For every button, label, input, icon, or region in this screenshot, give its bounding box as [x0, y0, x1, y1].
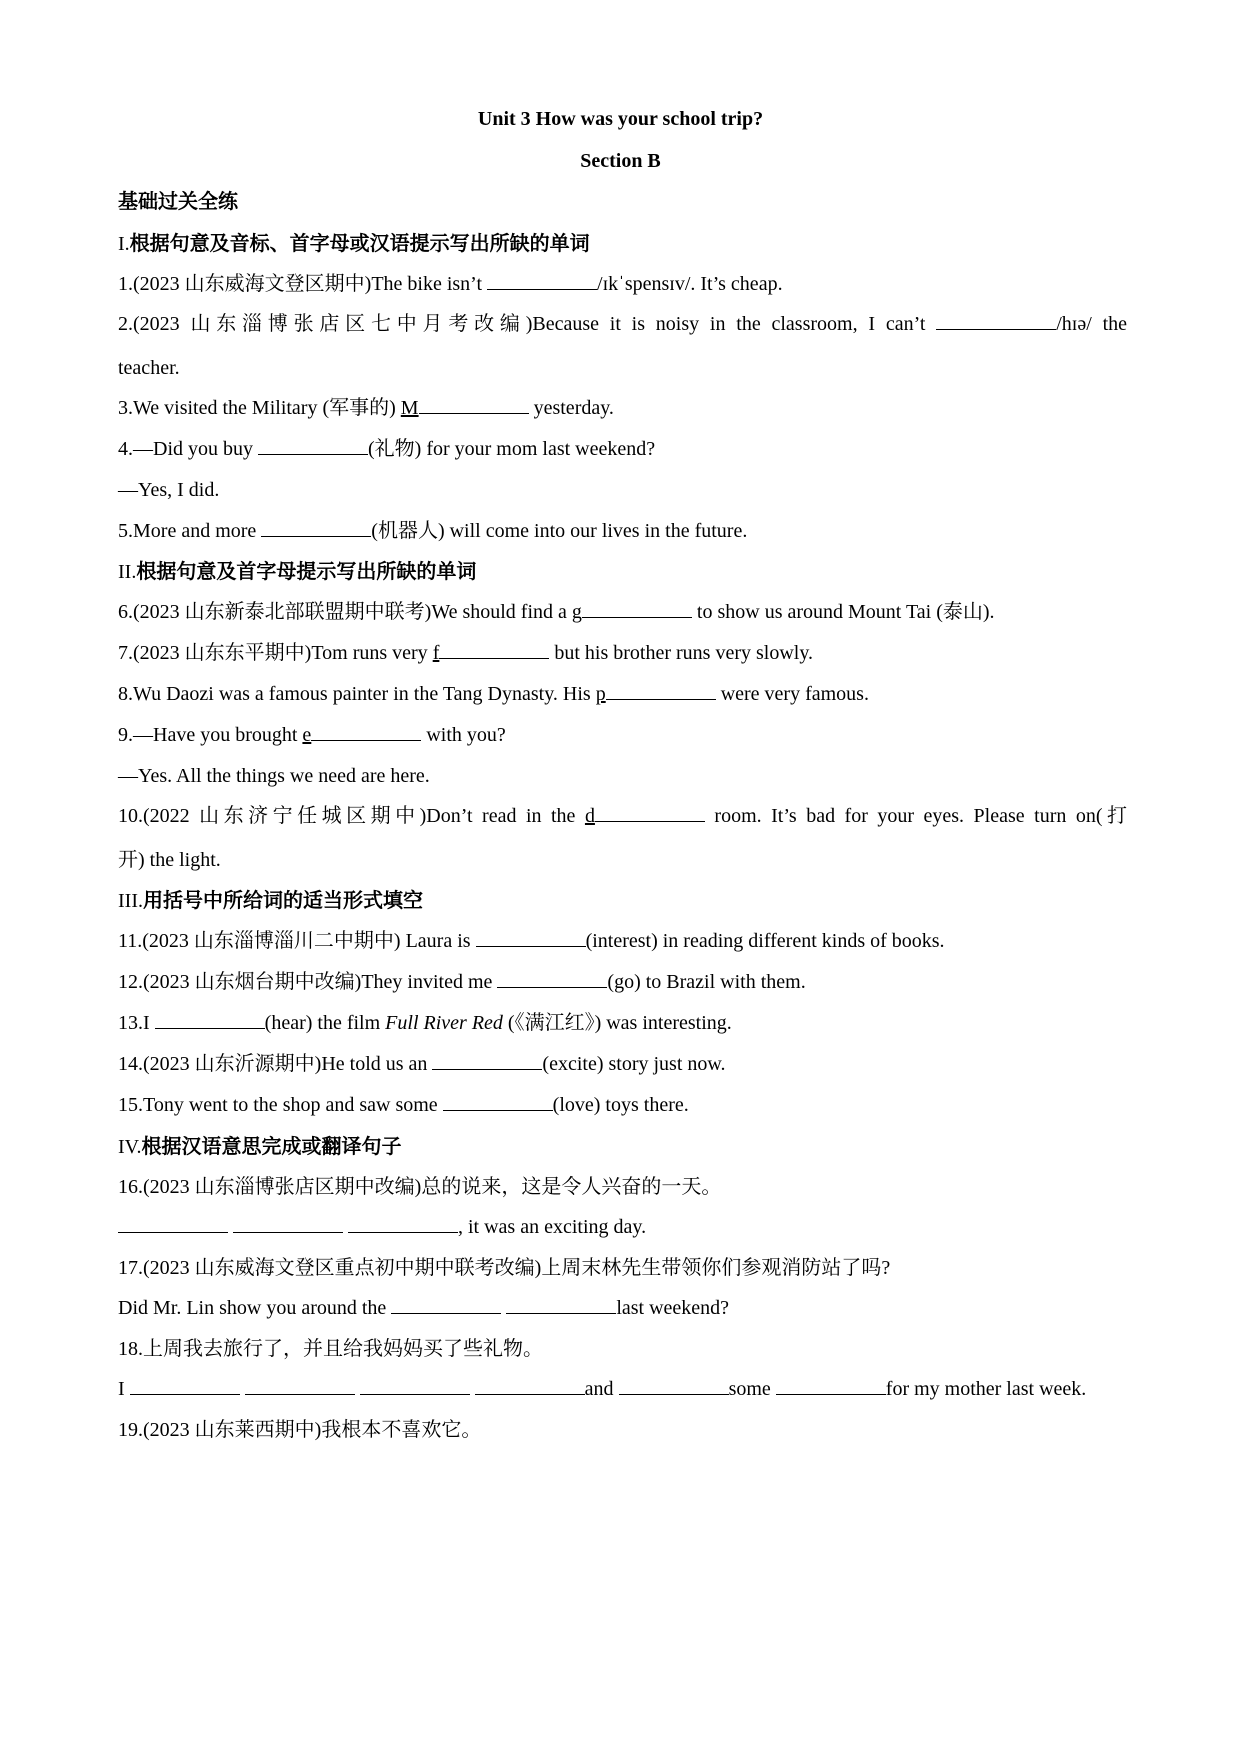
question-16: 16.(2023 山东淄博张店区期中改编)总的说来，这是令人兴奋的一天。 — [118, 1176, 722, 1198]
question-text: 12.(2023 山东烟台期中改编)They invited me — [118, 971, 498, 993]
question-text: Did Mr. Lin show you around the — [118, 1297, 392, 1319]
question-17: 17.(2023 山东威海文登区重点初中期中联考改编)上周末林先生带领你们参观消防站了吗? — [118, 1257, 891, 1279]
question-10 — [118, 803, 1127, 829]
answer-blank[interactable] — [261, 518, 371, 537]
question-9 — [118, 722, 1127, 748]
question-17-answer-line — [118, 1295, 1127, 1321]
part-2-heading — [118, 558, 1127, 585]
question-8 — [118, 681, 1127, 707]
question-text: yesterday. — [528, 397, 614, 419]
answer-blank[interactable] — [475, 1376, 585, 1395]
answer-blank[interactable] — [130, 1376, 240, 1395]
question-19: 19.(2023 山东莱西期中)我根本不喜欢它。 — [118, 1419, 482, 1441]
question-text: 9.—Have you brought — [118, 724, 303, 746]
question-text: 8.Wu Daozi was a famous painter in the Tang Dynasty. His — [118, 683, 596, 705]
question-text: 3.We visited the Military (军事的) — [118, 397, 401, 419]
question-text: for my mother last week. — [885, 1378, 1087, 1400]
part-number: IV. — [118, 1136, 142, 1158]
initial-letter-hint: d — [584, 805, 595, 827]
question-18: 18.上周我去旅行了，并且给我妈妈买了些礼物。 — [118, 1338, 543, 1360]
main-heading: 基础过关全练 — [118, 189, 238, 213]
question-text: 14.(2023 山东沂源期中)He told us an — [118, 1053, 433, 1075]
question-2 — [118, 311, 1127, 337]
initial-letter-hint: g — [571, 601, 582, 623]
question-15 — [118, 1092, 1127, 1118]
part-title: 用括号中所给词的适当形式填空 — [142, 888, 423, 912]
question-10-continued: 开) the light. — [118, 849, 221, 871]
question-3 — [118, 395, 1127, 421]
answer-blank[interactable] — [432, 1051, 542, 1070]
answer-blank[interactable] — [419, 395, 529, 414]
part-3-heading — [118, 887, 1127, 914]
question-5 — [118, 518, 1127, 544]
question-12 — [118, 969, 1127, 995]
part-title: 根据汉语意思完成或翻译句子 — [141, 1134, 402, 1158]
question-text: /ɪkˈspensɪv/. It’s cheap. — [597, 273, 783, 295]
question-text: last weekend? — [616, 1297, 730, 1319]
question-text: /hɪə/ the — [1056, 313, 1128, 335]
question-text: 5.More and more — [118, 520, 262, 542]
question-16-answer-line — [118, 1214, 1127, 1240]
question-text: (《满江红》) was interesting. — [502, 1012, 732, 1034]
question-text: 15.Tony went to the shop and saw some — [118, 1094, 443, 1116]
question-text: (excite) story just now. — [542, 1053, 726, 1075]
answer-blank[interactable] — [118, 1214, 228, 1233]
answer-blank[interactable] — [311, 722, 421, 741]
question-9-reply: —Yes. All the things we need are here. — [118, 765, 430, 787]
question-18-answer-line — [118, 1376, 1127, 1402]
part-number: I. — [118, 233, 130, 255]
question-2-continued: teacher. — [118, 357, 180, 379]
question-text: 10.(2022 山东济宁任城区期中)Don’t read in the — [118, 805, 585, 827]
question-text: (go) to Brazil with them. — [607, 971, 806, 993]
question-6 — [118, 599, 1127, 625]
question-text: 11.(2023 山东淄博淄川二中期中) Laura is — [118, 930, 476, 952]
question-text: some — [728, 1378, 776, 1400]
question-text: 2.(2023 山东淄博张店区七中月考改编)Because it is noisy in the classroom, I can’t — [118, 313, 926, 335]
initial-letter-hint: e — [302, 724, 312, 746]
question-4 — [118, 436, 1127, 462]
film-title: Full River Red — [385, 1012, 503, 1034]
part-1-heading — [118, 230, 1127, 257]
answer-blank[interactable] — [936, 311, 1056, 330]
part-number: II. — [118, 561, 137, 583]
question-text: (hear) the film — [264, 1012, 386, 1034]
part-4-heading — [118, 1133, 1127, 1160]
answer-blank[interactable] — [233, 1214, 343, 1233]
question-text: 6.(2023 山东新泰北部联盟期中联考)We should find a — [118, 601, 572, 623]
answer-blank[interactable] — [391, 1295, 501, 1314]
answer-blank[interactable] — [258, 436, 368, 455]
question-text: (love) toys there. — [552, 1094, 689, 1116]
section-title: Section B — [580, 150, 661, 172]
answer-blank[interactable] — [497, 969, 607, 988]
initial-letter-hint: f — [432, 642, 440, 664]
question-text: (机器人) will come into our lives in the future. — [371, 520, 748, 542]
question-text: 13.I — [118, 1012, 155, 1034]
answer-blank[interactable] — [245, 1376, 355, 1395]
question-text: and — [584, 1378, 619, 1400]
answer-blank[interactable] — [582, 599, 692, 618]
question-13 — [118, 1010, 1127, 1036]
answer-blank[interactable] — [155, 1010, 265, 1029]
question-4-reply: —Yes, I did. — [118, 479, 220, 501]
answer-blank[interactable] — [476, 928, 586, 947]
part-number: III. — [118, 890, 143, 912]
answer-blank[interactable] — [487, 271, 597, 290]
question-text: 7.(2023 山东东平期中)Tom runs very — [118, 642, 433, 664]
question-11 — [118, 928, 1127, 954]
answer-blank[interactable] — [595, 803, 705, 822]
question-text: were very famous. — [715, 683, 869, 705]
question-text: 1.(2023 山东威海文登区期中)The bike isn’t — [118, 273, 488, 295]
question-text: 4.—Did you buy — [118, 438, 258, 460]
question-text: I — [118, 1378, 130, 1400]
question-text: room. It’s bad for your eyes. Please turn on(打 — [704, 805, 1128, 827]
question-text: (礼物) for your mom last weekend? — [368, 438, 656, 460]
question-text: with you? — [421, 724, 506, 746]
part-title: 根据句意及音标、首字母或汉语提示写出所缺的单词 — [129, 231, 590, 255]
question-text: to show us around Mount Tai (泰山). — [691, 601, 995, 623]
question-7 — [118, 640, 1127, 666]
unit-title: Unit 3 How was your school trip? — [477, 108, 764, 130]
question-1 — [118, 271, 1127, 297]
answer-blank[interactable] — [606, 681, 716, 700]
initial-letter-hint: p — [595, 683, 606, 705]
answer-blank[interactable] — [506, 1295, 616, 1314]
answer-blank[interactable] — [439, 640, 549, 659]
question-text: but his brother runs very slowly. — [549, 642, 814, 664]
answer-blank[interactable] — [619, 1376, 729, 1395]
question-14 — [118, 1051, 1127, 1077]
part-title: 根据句意及首字母提示写出所缺的单词 — [136, 559, 477, 583]
answer-blank[interactable] — [360, 1376, 470, 1395]
answer-blank[interactable] — [443, 1092, 553, 1111]
question-text: (interest) in reading different kinds of books. — [585, 930, 945, 952]
answer-blank[interactable] — [776, 1376, 886, 1395]
answer-blank[interactable] — [348, 1214, 458, 1233]
initial-letter-hint: M — [400, 397, 419, 419]
question-text: , it was an exciting day. — [458, 1216, 647, 1238]
